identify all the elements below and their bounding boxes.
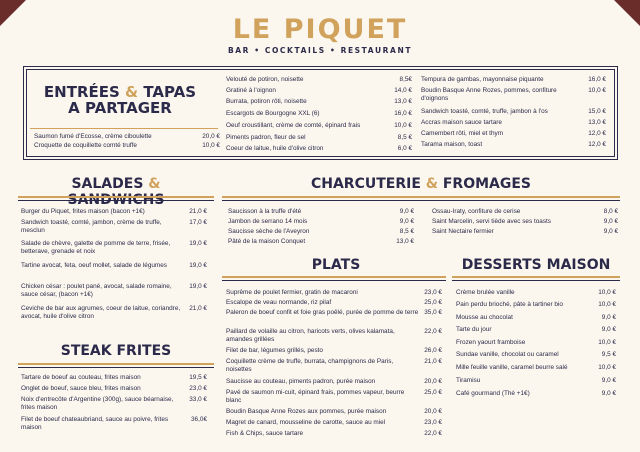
item-name: Saucisse sèche de l'Aveyron xyxy=(228,228,310,235)
item-price: 21,0 € xyxy=(424,358,442,365)
menu-item xyxy=(432,228,618,236)
desserts-title: DESSERTS MAISON xyxy=(461,257,611,273)
item-name: Coquillette crème de truffe, burrata, champignons de Paris, noisettes xyxy=(226,358,394,373)
item-name: Camembert rôti, miel et thym xyxy=(421,130,504,137)
entrees-title xyxy=(40,84,200,116)
menu-item xyxy=(21,262,207,270)
item-name: Filet de boeuf chateaubriand, sauce au poivre, frites maison xyxy=(21,416,169,431)
item-name: Ossau-Iraty, confiture de cerise xyxy=(432,208,521,215)
item-price: 19,5 € xyxy=(189,374,207,381)
item-name: Mousse au chocolat xyxy=(456,314,513,321)
menu-item xyxy=(226,408,442,416)
menu-item xyxy=(456,351,616,359)
menu-item xyxy=(21,305,207,320)
menu-item xyxy=(34,133,220,141)
entrees-title-c: A PARTAGER xyxy=(68,99,172,117)
item-name: Sandwich toasté, comté, truffe, jambon à l'os xyxy=(421,108,548,115)
menu-item xyxy=(421,87,606,102)
item-price: 35,0 € xyxy=(424,309,442,316)
item-price: 9,0 € xyxy=(601,314,616,321)
menu-item xyxy=(226,419,442,427)
ampersand: & xyxy=(425,176,438,192)
menu-item xyxy=(226,347,442,355)
item-price: 15,0 € xyxy=(588,108,606,115)
item-price: 19,0 € xyxy=(189,240,207,247)
menu-item xyxy=(226,110,412,118)
item-name: Piments padron, fleur de sel xyxy=(226,134,306,141)
item-name: Chicken césar : poulet pané, avocat, salade romaine, sauce césar, (bacon +1€) xyxy=(21,283,172,298)
item-price: 10,0 € xyxy=(598,289,616,296)
item-name: Pain perdu brioché, pâte à tartiner bio xyxy=(456,301,563,308)
item-price: 14,0 € xyxy=(394,87,412,94)
entrees-title-b: TAPAS xyxy=(143,83,197,101)
item-price: 13,0 € xyxy=(396,238,414,245)
item-name: Filet de bar, légumes grillés, pesto xyxy=(226,347,323,354)
item-name: Saucisson à la truffe d'été xyxy=(228,208,302,215)
menu-item xyxy=(226,76,412,84)
item-name: Mille feuille vanille, caramel beurre salé xyxy=(456,364,568,371)
item-name: Sandwich toasté, comté, jambon, crème de truffe, mesclun xyxy=(21,219,162,234)
salades-divider xyxy=(18,196,214,201)
item-price: 10,0 € xyxy=(598,339,616,346)
item-name: Velouté de potiron, noisette xyxy=(226,76,304,83)
item-price: 33,0 € xyxy=(189,396,207,403)
item-price: 25,0 € xyxy=(424,299,442,306)
item-price: 13,0 € xyxy=(394,98,412,105)
item-price: 13,0 € xyxy=(588,119,606,126)
item-price: 23,0 € xyxy=(424,419,442,426)
menu-item xyxy=(21,208,207,216)
item-name: Escalope de veau normande, riz pilaf xyxy=(226,299,332,306)
item-price: 9,0 € xyxy=(399,208,414,215)
item-name: Coeur de laitue, huile d'olive citron xyxy=(226,145,324,152)
menu-item xyxy=(228,208,414,216)
item-name: Crème brulée vanille xyxy=(456,289,515,296)
steak-title: STEAK FRITES xyxy=(60,343,172,359)
item-price: 9,0 € xyxy=(399,218,414,225)
restaurant-tagline: BAR • COCKTAILS • RESTAURANT xyxy=(227,46,413,55)
item-price: 8,5 € xyxy=(399,228,414,235)
menu-item xyxy=(226,134,412,142)
item-name: Frozen yaourt framboise xyxy=(456,339,526,346)
menu-item xyxy=(226,389,442,404)
item-price: 26,0 € xyxy=(424,347,442,354)
menu-item xyxy=(456,339,616,347)
item-name: Gratiné à l'oignon xyxy=(226,87,276,94)
item-price: 9,5 € xyxy=(601,351,616,358)
menu-item xyxy=(456,364,616,372)
menu-item xyxy=(226,87,412,95)
item-name: Tempura de gambas, mayonnaise piquante xyxy=(421,76,544,83)
item-name: Noix d'entrecôte d'Argentine (300g), sauce béarnaise, frites maison xyxy=(21,396,174,411)
menu-item xyxy=(21,396,207,411)
menu-item xyxy=(421,108,606,116)
item-name: Accras maison sauce tartare xyxy=(421,119,502,126)
item-name: Pâté de la maison Conquet xyxy=(228,238,306,245)
menu-item xyxy=(226,122,412,130)
restaurant-name: LE PIQUET xyxy=(232,14,408,45)
menu-item xyxy=(456,289,616,297)
item-price: 22,0 € xyxy=(424,328,442,335)
item-price: 10,0 € xyxy=(202,142,220,149)
ampersand: & xyxy=(148,176,161,192)
item-price: 9,0 € xyxy=(601,390,616,397)
item-name: Saint Nectaire fermier xyxy=(432,228,494,235)
item-name: Tarama maison, toast xyxy=(421,141,483,148)
item-name: Ceviche de bar aux agrumes, coeur de laitue, coriandre, avocat, huile d'olive citron xyxy=(21,305,181,320)
salades-title xyxy=(23,176,209,208)
item-name: Salade de chèvre, galette de pomme de terre, frisée, betterave, grenade et noix xyxy=(21,240,171,255)
menu-item xyxy=(456,377,616,385)
item-name: Pavé de saumon mi-cuit, épinard frais, pommes vapeur, beurre blanc xyxy=(226,389,405,404)
item-price: 23,0 € xyxy=(189,385,207,392)
item-price: 36,0€ xyxy=(191,416,207,423)
item-price: 12,0 € xyxy=(588,130,606,137)
item-price: 12,0 € xyxy=(588,141,606,148)
item-name: Jambon de serrano 14 mois xyxy=(228,218,308,225)
item-price: 16,0 € xyxy=(394,110,412,117)
menu-item xyxy=(226,430,442,438)
menu-item xyxy=(226,378,442,386)
salades-title-a: SALADES xyxy=(71,176,144,192)
menu-item xyxy=(421,76,606,84)
item-name: Onglet de boeuf, sauce bleu, frites maison xyxy=(21,385,141,392)
menu-item xyxy=(421,130,606,138)
entrees-title-a: ENTRÉES xyxy=(43,83,120,101)
menu-item xyxy=(21,385,207,393)
item-price: 8,0 € xyxy=(603,208,618,215)
item-price: 10,0 € xyxy=(588,87,606,94)
item-name: Burrata, potiron rôti, noisette xyxy=(226,98,307,105)
menu-item xyxy=(21,219,207,234)
menu-item xyxy=(226,328,442,343)
item-name: Tiramisu xyxy=(456,377,481,384)
steak-divider xyxy=(18,363,214,368)
item-name: Boudin Basque Anne Rozes aux pommes, purée maison xyxy=(226,408,387,415)
item-name: Saumon fumé d'Ecosse, crème ciboulette xyxy=(34,133,152,140)
item-price: 19,0 € xyxy=(189,262,207,269)
item-price: 17,0 € xyxy=(189,219,207,226)
item-price: 8,5€ xyxy=(399,76,412,83)
menu-item xyxy=(226,358,442,373)
item-price: 9,0 € xyxy=(601,326,616,333)
menu-item xyxy=(228,228,414,236)
ampersand: & xyxy=(125,83,139,101)
item-name: Burger du Piquet, frites maison (bacon +1€) xyxy=(21,208,145,215)
charcuterie-title-b: FROMAGES xyxy=(442,176,532,192)
charcuterie-title xyxy=(226,176,616,192)
menu-item xyxy=(226,299,442,307)
item-name: Oeuf croustillant, crème de comté, épinard frais xyxy=(226,122,361,129)
menu-item xyxy=(432,208,618,216)
menu-item xyxy=(456,326,616,334)
item-name: Suprême de poulet fermier, gratin de macaroni xyxy=(226,289,358,296)
item-name: Boudin Basque Anne Rozes, pommes, confiture d'oignons xyxy=(421,87,557,102)
menu-item xyxy=(228,218,414,226)
desserts-divider xyxy=(452,276,620,281)
item-name: Sundae vanille, chocolat ou caramel xyxy=(456,351,559,358)
item-price: 9,0 € xyxy=(601,377,616,384)
restaurant-logo xyxy=(0,16,640,55)
menu-item xyxy=(226,145,412,153)
plats-title: PLATS xyxy=(311,257,361,273)
item-price: 10,0 € xyxy=(394,122,412,129)
charcuterie-divider xyxy=(222,196,620,201)
entrees-col1-separator xyxy=(30,128,218,129)
item-price: 19,0 € xyxy=(189,283,207,290)
item-price: 25,0 € xyxy=(424,389,442,396)
menu-item xyxy=(226,98,412,106)
item-price: 8,5 € xyxy=(397,134,412,141)
item-price: 9,0 € xyxy=(603,228,618,235)
item-price: 21,0 € xyxy=(189,208,207,215)
item-name: Tartare de boeuf au couteau, frites maison xyxy=(21,374,141,381)
menu-item xyxy=(456,314,616,322)
plats-divider xyxy=(222,276,446,281)
item-price: 20,0 € xyxy=(424,378,442,385)
menu-item xyxy=(21,240,207,255)
menu-item xyxy=(34,142,220,150)
item-name: Escargots de Bourgogne XXL (6) xyxy=(226,110,320,117)
menu-item xyxy=(421,119,606,127)
item-price: 16,0 € xyxy=(588,76,606,83)
menu-item xyxy=(456,301,616,309)
item-name: Saint Marcelin, servi tiède avec ses toasts xyxy=(432,218,551,225)
menu-item xyxy=(21,283,207,298)
item-name: Magret de canard, mousseline de carotte, sauce au miel xyxy=(226,419,386,426)
item-name: Fish & Chips, sauce tartare xyxy=(226,430,304,437)
item-name: Paillard de volaille au citron, haricots verts, olives kalamata, amandes grillées xyxy=(226,328,395,343)
item-name: Paleron de boeuf confit et foie gras poêlé, purée de pomme de terre xyxy=(226,309,419,316)
item-price: 20,0 € xyxy=(424,408,442,415)
menu-item xyxy=(432,218,618,226)
menu-item xyxy=(456,390,616,398)
item-price: 21,0 € xyxy=(189,305,207,312)
item-price: 10,0 € xyxy=(598,301,616,308)
item-name: Tartine avocat, feta, oeuf mollet, salade de légumes xyxy=(21,262,168,269)
item-price: 6,0 € xyxy=(397,145,412,152)
charcuterie-title-a: CHARCUTERIE xyxy=(310,176,421,192)
item-price: 10,0 € xyxy=(598,364,616,371)
menu-item xyxy=(21,416,207,431)
item-price: 22,0 € xyxy=(424,430,442,437)
item-name: Croquette de coquillette comté truffe xyxy=(34,142,137,149)
menu-item xyxy=(226,309,442,317)
item-price: 9,0 € xyxy=(603,218,618,225)
item-name: Café gourmand (Thé +1€) xyxy=(456,390,530,397)
item-price: 23,0 € xyxy=(424,289,442,296)
menu-item xyxy=(21,374,207,382)
menu-item xyxy=(228,238,414,246)
salades-title-b: SANDWICHS xyxy=(67,192,165,208)
menu-item xyxy=(421,141,606,149)
item-name: Saucisse au couteau, piments padron, purée maison xyxy=(226,378,376,385)
item-name: Tarte du jour xyxy=(456,326,492,333)
item-price: 20,0 € xyxy=(202,133,220,140)
menu-item xyxy=(226,289,442,297)
